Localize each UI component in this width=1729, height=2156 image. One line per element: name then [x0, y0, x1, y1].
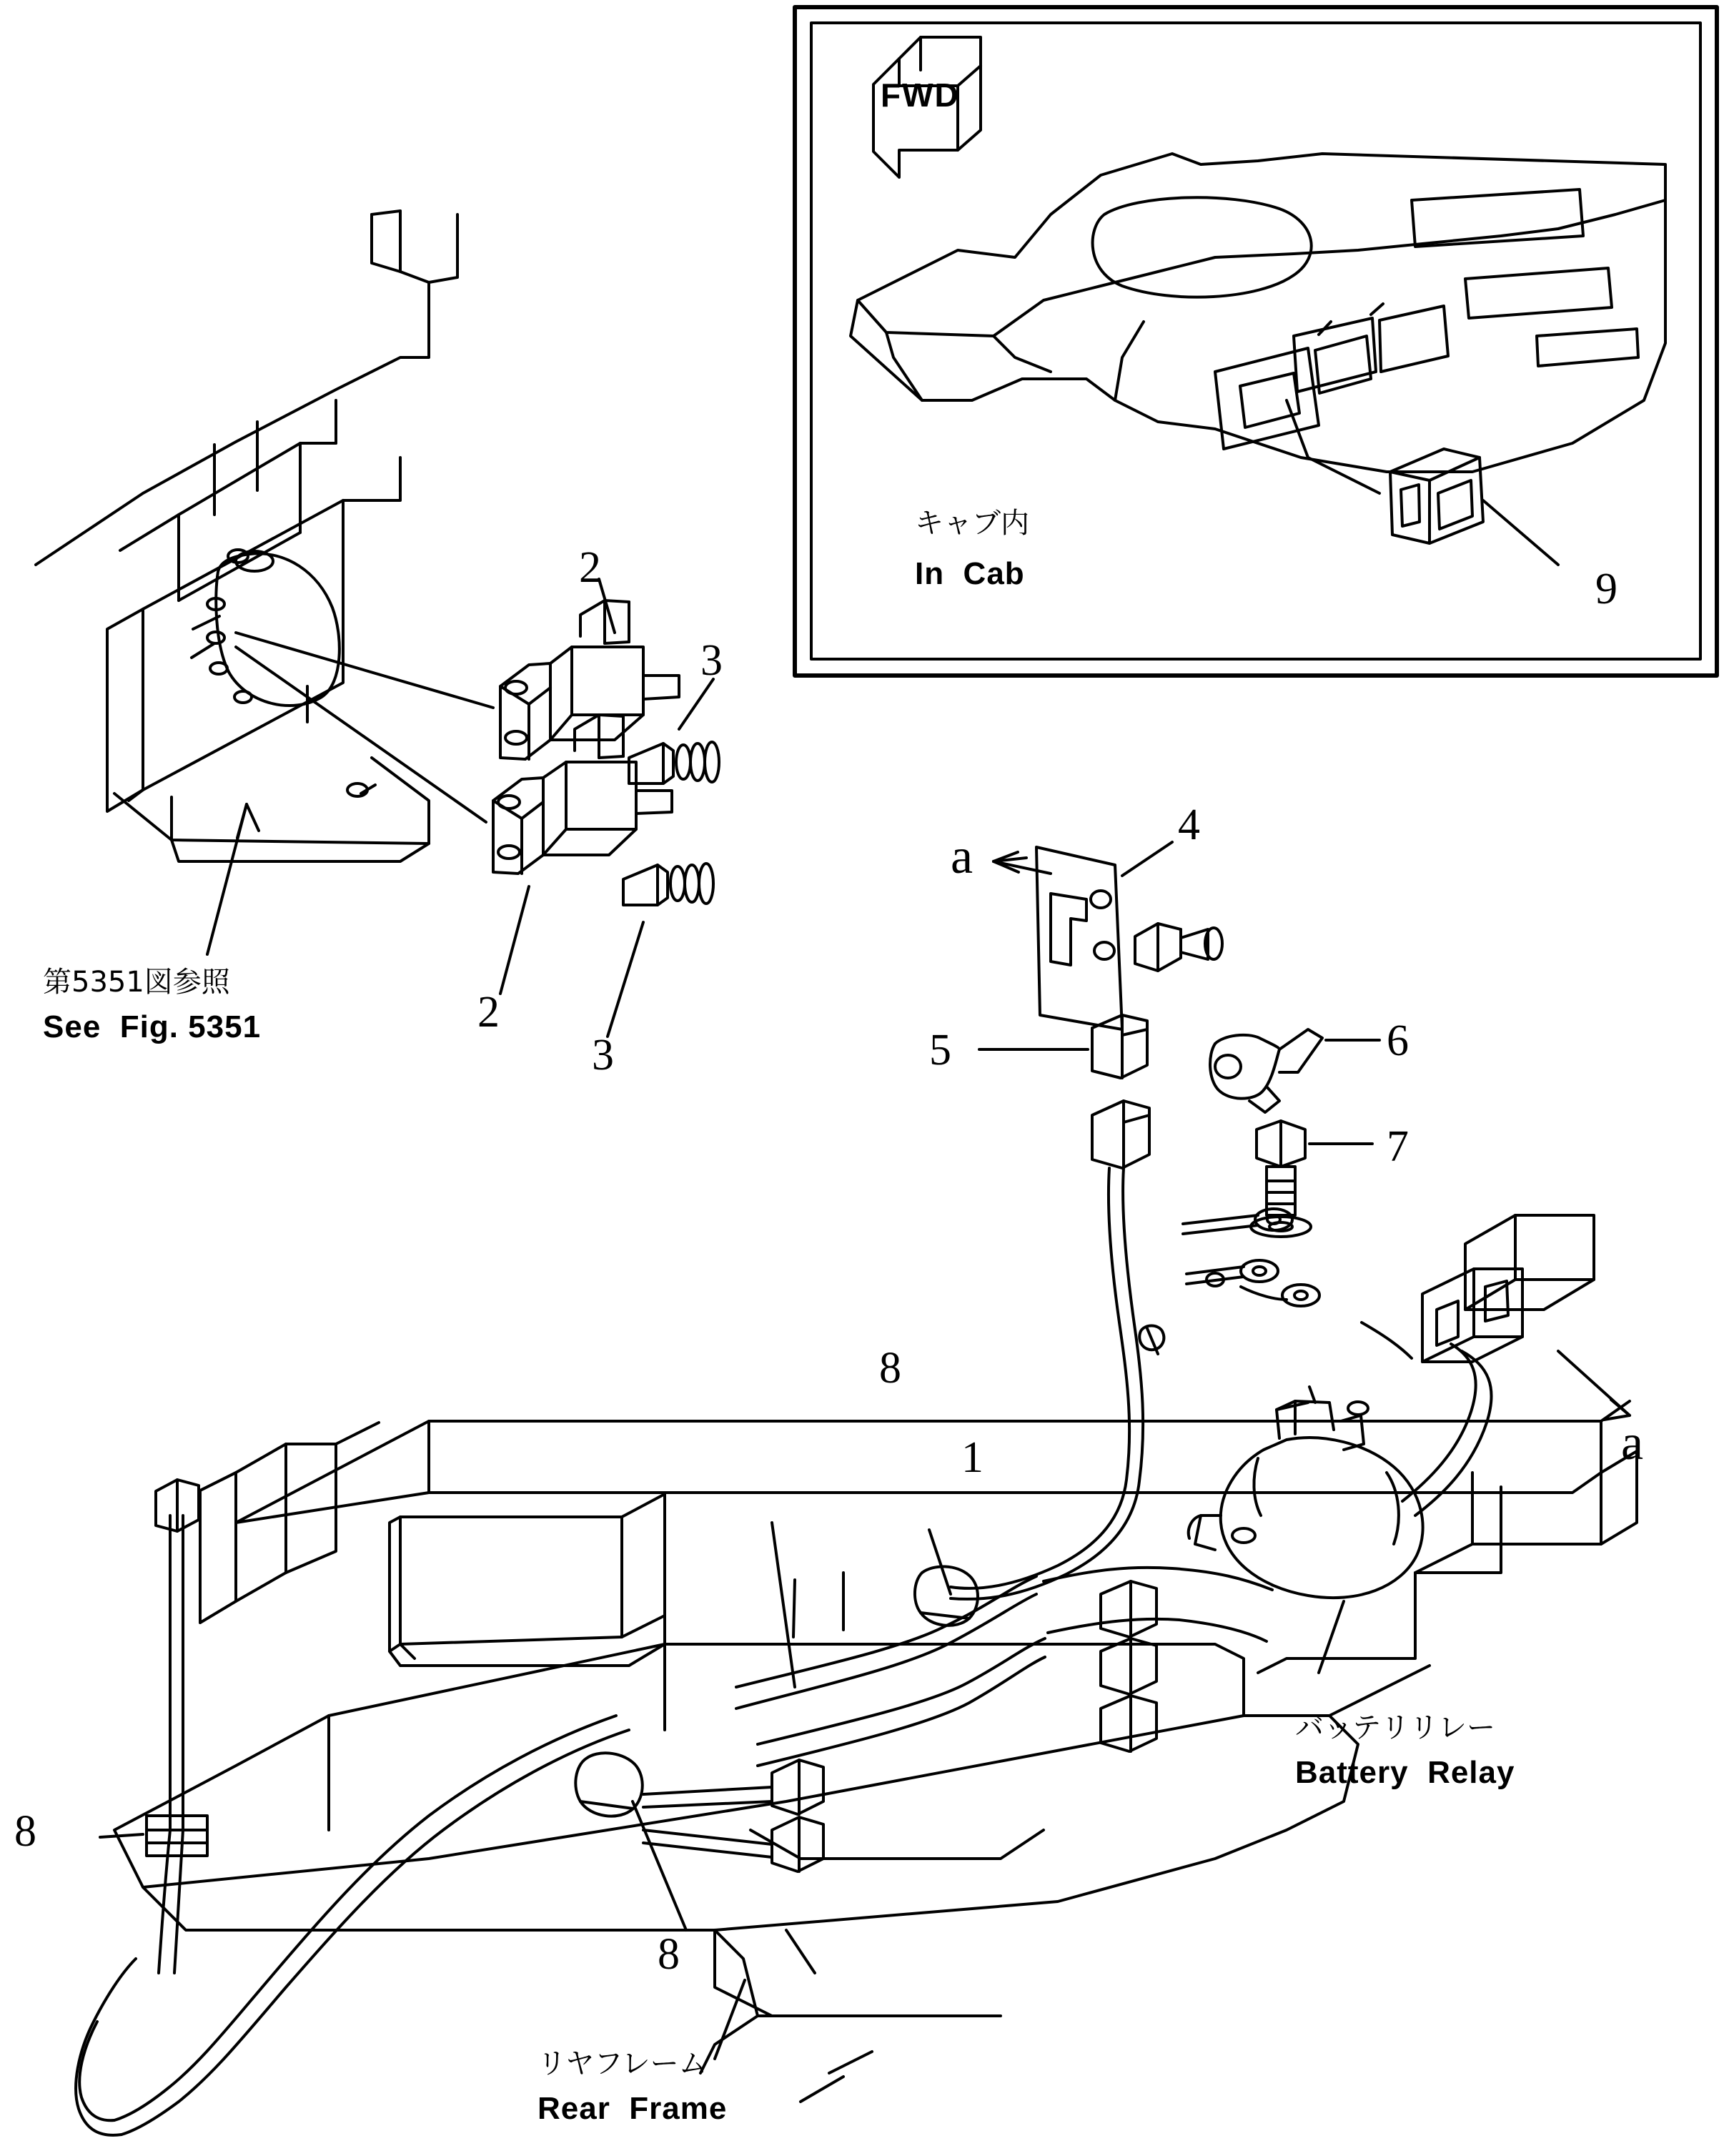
relay-upper: [500, 600, 679, 759]
fwd-label: FWD: [881, 76, 960, 114]
see-fig-en: See Fig. 5351: [43, 1009, 262, 1044]
rear-frame: [114, 1401, 1637, 2102]
callout-a-left: a: [951, 829, 974, 884]
in-cab-caption-en: In Cab: [915, 556, 1025, 591]
see-fig-jp: 第5351図参照: [43, 966, 230, 999]
dash-panel: [851, 154, 1665, 472]
callout-8-left: 8: [14, 1807, 36, 1856]
connector-cable: [951, 1101, 1149, 1599]
battery-relay-caption-en: Battery Relay: [1295, 1755, 1515, 1790]
callout-8-upper: 8: [879, 1344, 901, 1393]
relay-box-right: [1362, 1215, 1594, 1362]
callout-3-top: 3: [700, 636, 723, 685]
switch-part-9: [1390, 449, 1483, 543]
battery-relay-caption-jp: バッテリリレー: [1295, 1711, 1495, 1744]
callout-2-bottom: 2: [477, 988, 500, 1037]
callout-4: 4: [1178, 801, 1200, 849]
callout-a-right: a: [1621, 1415, 1644, 1470]
bolt-3-bottom: [623, 864, 713, 905]
callout-9: 9: [1595, 565, 1617, 613]
bolt-4: [1135, 924, 1222, 971]
callout-2-top: 2: [579, 543, 601, 592]
bolt-3-top: [629, 742, 719, 783]
callout-6: 7: [1387, 1122, 1409, 1171]
rear-frame-caption-en: Rear Frame: [537, 2091, 728, 2126]
rear-frame-caption-jp: リヤフレーム: [537, 2047, 708, 2080]
wiring-harness: [76, 1326, 1491, 2135]
connector-5: [1092, 1015, 1147, 1078]
callout-1: 1: [961, 1433, 984, 1482]
callout-7: 6: [1387, 1017, 1409, 1065]
callout-5: 5: [929, 1026, 951, 1074]
cab-mount-bracket: [36, 211, 457, 861]
callout-8-mid: 8: [658, 1930, 680, 1979]
in-cab-caption-jp: キャブ内: [915, 507, 1029, 540]
callout-3-bottom: 3: [592, 1031, 614, 1079]
terminal-7: [1210, 1029, 1322, 1112]
